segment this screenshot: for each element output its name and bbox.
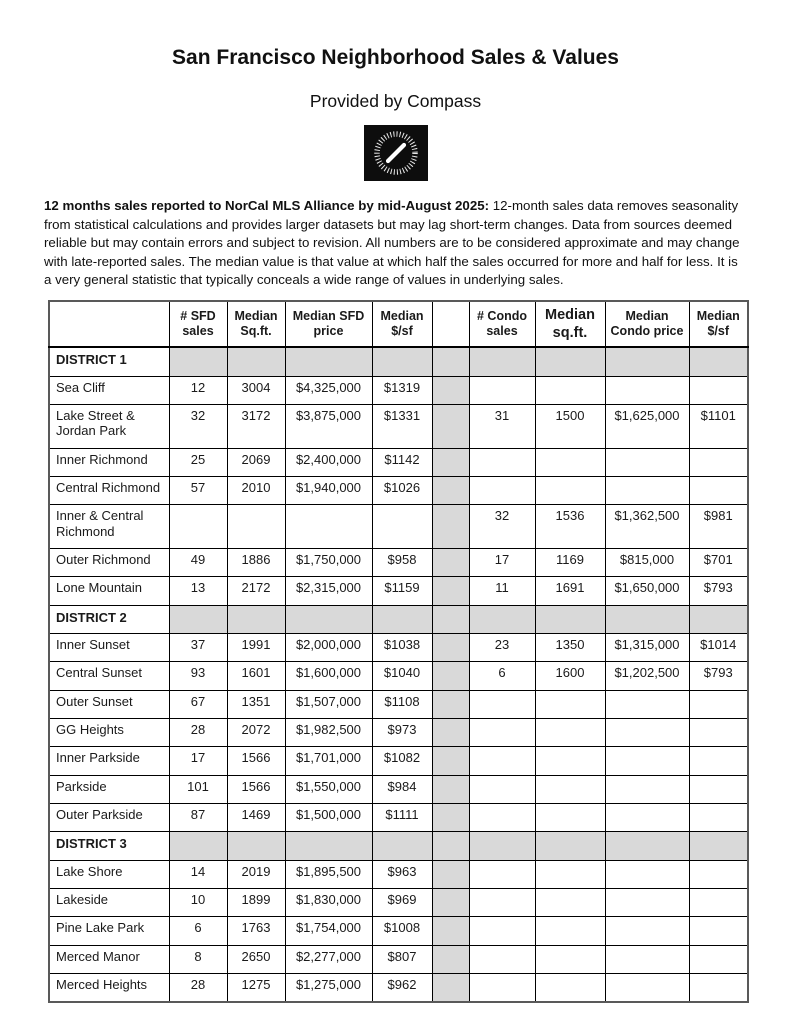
value-cell	[689, 945, 748, 973]
value-cell	[689, 718, 748, 746]
value-cell	[469, 888, 535, 916]
value-cell: 31	[469, 404, 535, 448]
table-row	[49, 376, 748, 404]
value-cell: 13	[169, 577, 227, 605]
value-cell: 3172	[227, 404, 285, 448]
header-spacer	[432, 301, 469, 347]
intro-bold-lead: 12 months sales reported to NorCal MLS Alliance by mid-August 2025:	[44, 198, 490, 213]
neighborhood-name: Lakeside	[49, 888, 169, 916]
value-cell	[285, 832, 372, 860]
value-cell	[469, 690, 535, 718]
table-row	[49, 775, 748, 803]
value-cell	[535, 917, 605, 945]
sales-values-table	[48, 300, 749, 1003]
value-cell: 32	[469, 505, 535, 549]
value-cell	[605, 747, 689, 775]
value-cell	[535, 347, 605, 376]
table-row	[49, 633, 748, 661]
value-cell	[605, 832, 689, 860]
value-cell: $3,875,000	[285, 404, 372, 448]
value-cell	[689, 448, 748, 476]
value-cell: 6	[169, 917, 227, 945]
spacer-cell	[432, 662, 469, 690]
spacer-cell	[432, 548, 469, 576]
compass-logo	[364, 125, 428, 181]
value-cell	[689, 605, 748, 633]
value-cell: $4,325,000	[285, 376, 372, 404]
spacer-cell	[432, 448, 469, 476]
value-cell: $1159	[372, 577, 432, 605]
value-cell: $1026	[372, 476, 432, 504]
header-sfd-price: Median SFD price	[285, 301, 372, 347]
value-cell: $1,830,000	[285, 888, 372, 916]
value-cell: 1275	[227, 973, 285, 1002]
value-cell	[689, 803, 748, 831]
value-cell: 87	[169, 803, 227, 831]
neighborhood-name: Lake Shore	[49, 860, 169, 888]
value-cell: $1038	[372, 633, 432, 661]
spacer-cell	[432, 376, 469, 404]
table-row	[49, 662, 748, 690]
value-cell: 8	[169, 945, 227, 973]
value-cell	[372, 832, 432, 860]
value-cell: $2,400,000	[285, 448, 372, 476]
value-cell	[469, 832, 535, 860]
value-cell	[535, 832, 605, 860]
value-cell: 11	[469, 577, 535, 605]
neighborhood-name: Pine Lake Park	[49, 917, 169, 945]
spacer-cell	[432, 404, 469, 448]
value-cell	[469, 860, 535, 888]
value-cell	[605, 888, 689, 916]
value-cell	[469, 917, 535, 945]
value-cell: $969	[372, 888, 432, 916]
value-cell	[605, 376, 689, 404]
value-cell: 1500	[535, 404, 605, 448]
value-cell: 1536	[535, 505, 605, 549]
value-cell: $1,315,000	[605, 633, 689, 661]
table-row	[49, 888, 748, 916]
table-row	[49, 747, 748, 775]
header-condo-sqft: Median sq.ft.	[535, 301, 605, 347]
value-cell	[469, 718, 535, 746]
value-cell	[605, 690, 689, 718]
neighborhood-name: Lone Mountain	[49, 577, 169, 605]
value-cell	[169, 832, 227, 860]
value-cell: 1763	[227, 917, 285, 945]
value-cell: 2010	[227, 476, 285, 504]
value-cell: $1008	[372, 917, 432, 945]
value-cell	[535, 690, 605, 718]
compass-dial-icon	[364, 125, 428, 181]
page-title: San Francisco Neighborhood Sales & Values	[172, 46, 619, 69]
table-header	[49, 301, 748, 347]
value-cell	[227, 832, 285, 860]
value-cell	[605, 973, 689, 1002]
value-cell: $958	[372, 548, 432, 576]
value-cell: $981	[689, 505, 748, 549]
spacer-cell	[432, 888, 469, 916]
district-row	[49, 832, 748, 860]
value-cell: $1,754,000	[285, 917, 372, 945]
value-cell	[469, 747, 535, 775]
value-cell	[469, 973, 535, 1002]
value-cell	[535, 476, 605, 504]
value-cell	[169, 347, 227, 376]
value-cell: $1101	[689, 404, 748, 448]
table-row	[49, 917, 748, 945]
neighborhood-name: Merced Heights	[49, 973, 169, 1002]
spacer-cell	[432, 775, 469, 803]
value-cell	[605, 476, 689, 504]
value-cell: 1469	[227, 803, 285, 831]
value-cell: $1,940,000	[285, 476, 372, 504]
value-cell: $1,550,000	[285, 775, 372, 803]
value-cell	[535, 860, 605, 888]
value-cell: 32	[169, 404, 227, 448]
value-cell	[227, 605, 285, 633]
spacer-cell	[432, 832, 469, 860]
neighborhood-name: Inner Sunset	[49, 633, 169, 661]
value-cell	[469, 476, 535, 504]
value-cell	[535, 605, 605, 633]
value-cell	[535, 448, 605, 476]
value-cell: 57	[169, 476, 227, 504]
table-row	[49, 803, 748, 831]
value-cell	[285, 605, 372, 633]
neighborhood-name: Inner Parkside	[49, 747, 169, 775]
value-cell	[469, 803, 535, 831]
value-cell: $1,275,000	[285, 973, 372, 1002]
value-cell	[689, 690, 748, 718]
value-cell: $815,000	[605, 548, 689, 576]
value-cell: 1601	[227, 662, 285, 690]
value-cell: 2650	[227, 945, 285, 973]
value-cell	[469, 376, 535, 404]
value-cell: $1,895,500	[285, 860, 372, 888]
value-cell: 1566	[227, 747, 285, 775]
value-cell: $1014	[689, 633, 748, 661]
value-cell	[689, 347, 748, 376]
neighborhood-name: Outer Sunset	[49, 690, 169, 718]
table-row	[49, 718, 748, 746]
neighborhood-name: Central Sunset	[49, 662, 169, 690]
spacer-cell	[432, 347, 469, 376]
intro-paragraph	[44, 197, 747, 290]
value-cell	[689, 888, 748, 916]
value-cell	[535, 888, 605, 916]
value-cell	[469, 448, 535, 476]
value-cell	[285, 347, 372, 376]
value-cell	[535, 803, 605, 831]
district-label: DISTRICT 1	[49, 347, 169, 376]
value-cell: $1142	[372, 448, 432, 476]
value-cell	[535, 718, 605, 746]
table-row	[49, 860, 748, 888]
table-row	[49, 404, 748, 448]
value-cell	[535, 973, 605, 1002]
value-cell: 37	[169, 633, 227, 661]
spacer-cell	[432, 747, 469, 775]
value-cell	[285, 505, 372, 549]
value-cell: $1108	[372, 690, 432, 718]
value-cell	[605, 945, 689, 973]
spacer-cell	[432, 605, 469, 633]
spacer-cell	[432, 633, 469, 661]
value-cell	[227, 505, 285, 549]
value-cell	[469, 775, 535, 803]
header-condo-price: Median Condo price	[605, 301, 689, 347]
value-cell: $1111	[372, 803, 432, 831]
value-cell	[605, 605, 689, 633]
value-cell: $1,600,000	[285, 662, 372, 690]
spacer-cell	[432, 973, 469, 1002]
value-cell: $1,750,000	[285, 548, 372, 576]
value-cell: $1331	[372, 404, 432, 448]
value-cell: 14	[169, 860, 227, 888]
value-cell	[535, 376, 605, 404]
spacer-cell	[432, 505, 469, 549]
value-cell: $793	[689, 577, 748, 605]
value-cell: $1,202,500	[605, 662, 689, 690]
value-cell: 1351	[227, 690, 285, 718]
value-cell: 2069	[227, 448, 285, 476]
value-cell: 93	[169, 662, 227, 690]
table-row	[49, 505, 748, 549]
value-cell: $1,507,000	[285, 690, 372, 718]
value-cell: $1,362,500	[605, 505, 689, 549]
table-row	[49, 577, 748, 605]
page-subtitle: Provided by Compass	[309, 91, 482, 111]
value-cell: 101	[169, 775, 227, 803]
value-cell: 6	[469, 662, 535, 690]
value-cell	[469, 347, 535, 376]
header-sfd-sqft: Median Sq.ft.	[227, 301, 285, 347]
value-cell: $2,000,000	[285, 633, 372, 661]
spacer-cell	[432, 476, 469, 504]
value-cell: $2,315,000	[285, 577, 372, 605]
value-cell	[169, 605, 227, 633]
value-cell: 1691	[535, 577, 605, 605]
value-cell	[535, 747, 605, 775]
value-cell: $984	[372, 775, 432, 803]
value-cell: 1566	[227, 775, 285, 803]
value-cell	[605, 775, 689, 803]
value-cell: $1,500,000	[285, 803, 372, 831]
table-row	[49, 448, 748, 476]
value-cell	[689, 747, 748, 775]
value-cell	[227, 347, 285, 376]
value-cell: 1169	[535, 548, 605, 576]
value-cell: $807	[372, 945, 432, 973]
value-cell: $973	[372, 718, 432, 746]
neighborhood-name: GG Heights	[49, 718, 169, 746]
value-cell	[372, 605, 432, 633]
intro-body-text: 12-month sales data removes seasonality from statistical calculations and provides larger datasets but may lag short-term changes. Data from sources deemed reliable but may contain errors and subject to revision. All numbers are to be considered approximate and may change with late-reported sales. The median value is that value at which half the sales occurred for more and half for less. It is a very general statistic that typically conceals a wide range of values in underlying sales.	[44, 198, 740, 288]
header-sfd-psf: Median $/sf	[372, 301, 432, 347]
value-cell: 1350	[535, 633, 605, 661]
value-cell	[605, 718, 689, 746]
table-body	[49, 347, 748, 1002]
table-row	[49, 476, 748, 504]
value-cell	[605, 347, 689, 376]
neighborhood-name: Lake Street & Jordan Park	[49, 404, 169, 448]
value-cell	[605, 917, 689, 945]
neighborhood-name: Sea Cliff	[49, 376, 169, 404]
value-cell: $1040	[372, 662, 432, 690]
district-row	[49, 347, 748, 376]
district-row	[49, 605, 748, 633]
neighborhood-name: Parkside	[49, 775, 169, 803]
table-row	[49, 690, 748, 718]
value-cell	[689, 973, 748, 1002]
value-cell	[372, 505, 432, 549]
value-cell: $1,625,000	[605, 404, 689, 448]
spacer-cell	[432, 917, 469, 945]
value-cell: 2072	[227, 718, 285, 746]
neighborhood-name: Outer Parkside	[49, 803, 169, 831]
value-cell: 10	[169, 888, 227, 916]
spacer-cell	[432, 860, 469, 888]
neighborhood-name: Inner & Central Richmond	[49, 505, 169, 549]
value-cell: $1319	[372, 376, 432, 404]
spacer-cell	[432, 803, 469, 831]
neighborhood-name: Central Richmond	[49, 476, 169, 504]
value-cell	[689, 476, 748, 504]
value-cell: 12	[169, 376, 227, 404]
value-cell: 1886	[227, 548, 285, 576]
value-cell	[689, 376, 748, 404]
value-cell	[535, 945, 605, 973]
header-neighborhood	[49, 301, 169, 347]
value-cell: $701	[689, 548, 748, 576]
value-cell	[689, 775, 748, 803]
value-cell: 1899	[227, 888, 285, 916]
value-cell	[689, 860, 748, 888]
value-cell: $2,277,000	[285, 945, 372, 973]
spacer-cell	[432, 945, 469, 973]
value-cell: 67	[169, 690, 227, 718]
value-cell: $962	[372, 973, 432, 1002]
value-cell	[169, 505, 227, 549]
value-cell: 1600	[535, 662, 605, 690]
value-cell: $1,701,000	[285, 747, 372, 775]
district-label: DISTRICT 3	[49, 832, 169, 860]
value-cell: $963	[372, 860, 432, 888]
neighborhood-name: Merced Manor	[49, 945, 169, 973]
header-row	[49, 301, 748, 347]
value-cell: 2172	[227, 577, 285, 605]
neighborhood-name: Inner Richmond	[49, 448, 169, 476]
value-cell: $793	[689, 662, 748, 690]
value-cell	[605, 860, 689, 888]
value-cell	[605, 803, 689, 831]
value-cell: $1,982,500	[285, 718, 372, 746]
value-cell: 1991	[227, 633, 285, 661]
value-cell: 25	[169, 448, 227, 476]
header-sfd-sales: # SFD sales	[169, 301, 227, 347]
table-row	[49, 548, 748, 576]
value-cell	[469, 945, 535, 973]
value-cell: 28	[169, 718, 227, 746]
value-cell: 23	[469, 633, 535, 661]
table-row	[49, 945, 748, 973]
header-condo-psf: Median $/sf	[689, 301, 748, 347]
value-cell: 17	[169, 747, 227, 775]
table-row	[49, 973, 748, 1002]
value-cell: 28	[169, 973, 227, 1002]
value-cell	[605, 448, 689, 476]
header-condo-sales: # Condo sales	[469, 301, 535, 347]
neighborhood-name: Outer Richmond	[49, 548, 169, 576]
value-cell: 17	[469, 548, 535, 576]
spacer-cell	[432, 690, 469, 718]
value-cell: $1082	[372, 747, 432, 775]
district-label: DISTRICT 2	[49, 605, 169, 633]
spacer-cell	[432, 718, 469, 746]
spacer-cell	[432, 577, 469, 605]
value-cell	[469, 605, 535, 633]
value-cell	[689, 832, 748, 860]
value-cell: 49	[169, 548, 227, 576]
value-cell	[372, 347, 432, 376]
value-cell	[689, 917, 748, 945]
value-cell: 3004	[227, 376, 285, 404]
value-cell: $1,650,000	[605, 577, 689, 605]
value-cell: 2019	[227, 860, 285, 888]
value-cell	[535, 775, 605, 803]
